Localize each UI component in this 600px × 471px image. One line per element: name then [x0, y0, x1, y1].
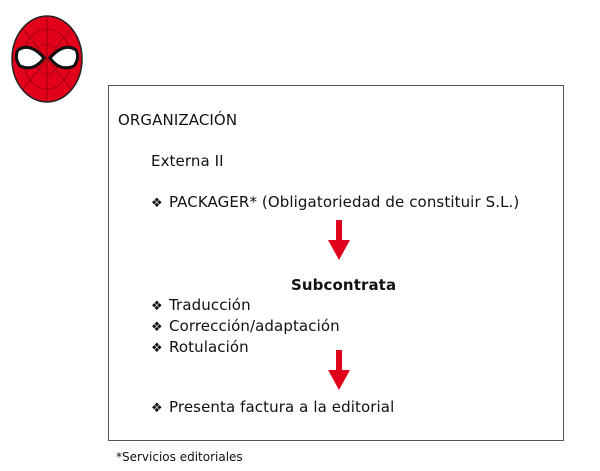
diamond-bullet-icon: ❖: [151, 299, 163, 314]
subcontrata-item-text: Corrección/adaptación: [169, 317, 340, 335]
subcontrata-item: [151, 338, 249, 358]
subcontrata-item-text: Rotulación: [169, 338, 249, 356]
final-item: [151, 398, 394, 418]
footnote: *Servicios editoriales: [116, 450, 243, 464]
packager-text: PACKAGER* (Obligatoriedad de constituir S.L.): [169, 193, 520, 211]
diamond-bullet-icon: ❖: [151, 320, 163, 335]
diamond-bullet-icon: ❖: [151, 196, 163, 211]
subcontrata-item: [151, 296, 251, 316]
slide-subtitle: Externa II: [151, 152, 224, 170]
arrow-down-icon: [328, 220, 350, 260]
subcontrata-item-text: Traducción: [169, 296, 251, 314]
slide-title: ORGANIZACIÓN: [118, 111, 238, 129]
packager-item: [151, 193, 519, 213]
diamond-bullet-icon: ❖: [151, 401, 163, 416]
final-item-text: Presenta factura a la editorial: [169, 398, 395, 416]
arrow-down-icon: [328, 350, 350, 390]
subcontrata-item: [151, 317, 340, 337]
spiderman-mask-icon: [10, 14, 84, 104]
subcontrata-heading: Subcontrata: [291, 276, 397, 294]
diamond-bullet-icon: ❖: [151, 341, 163, 356]
